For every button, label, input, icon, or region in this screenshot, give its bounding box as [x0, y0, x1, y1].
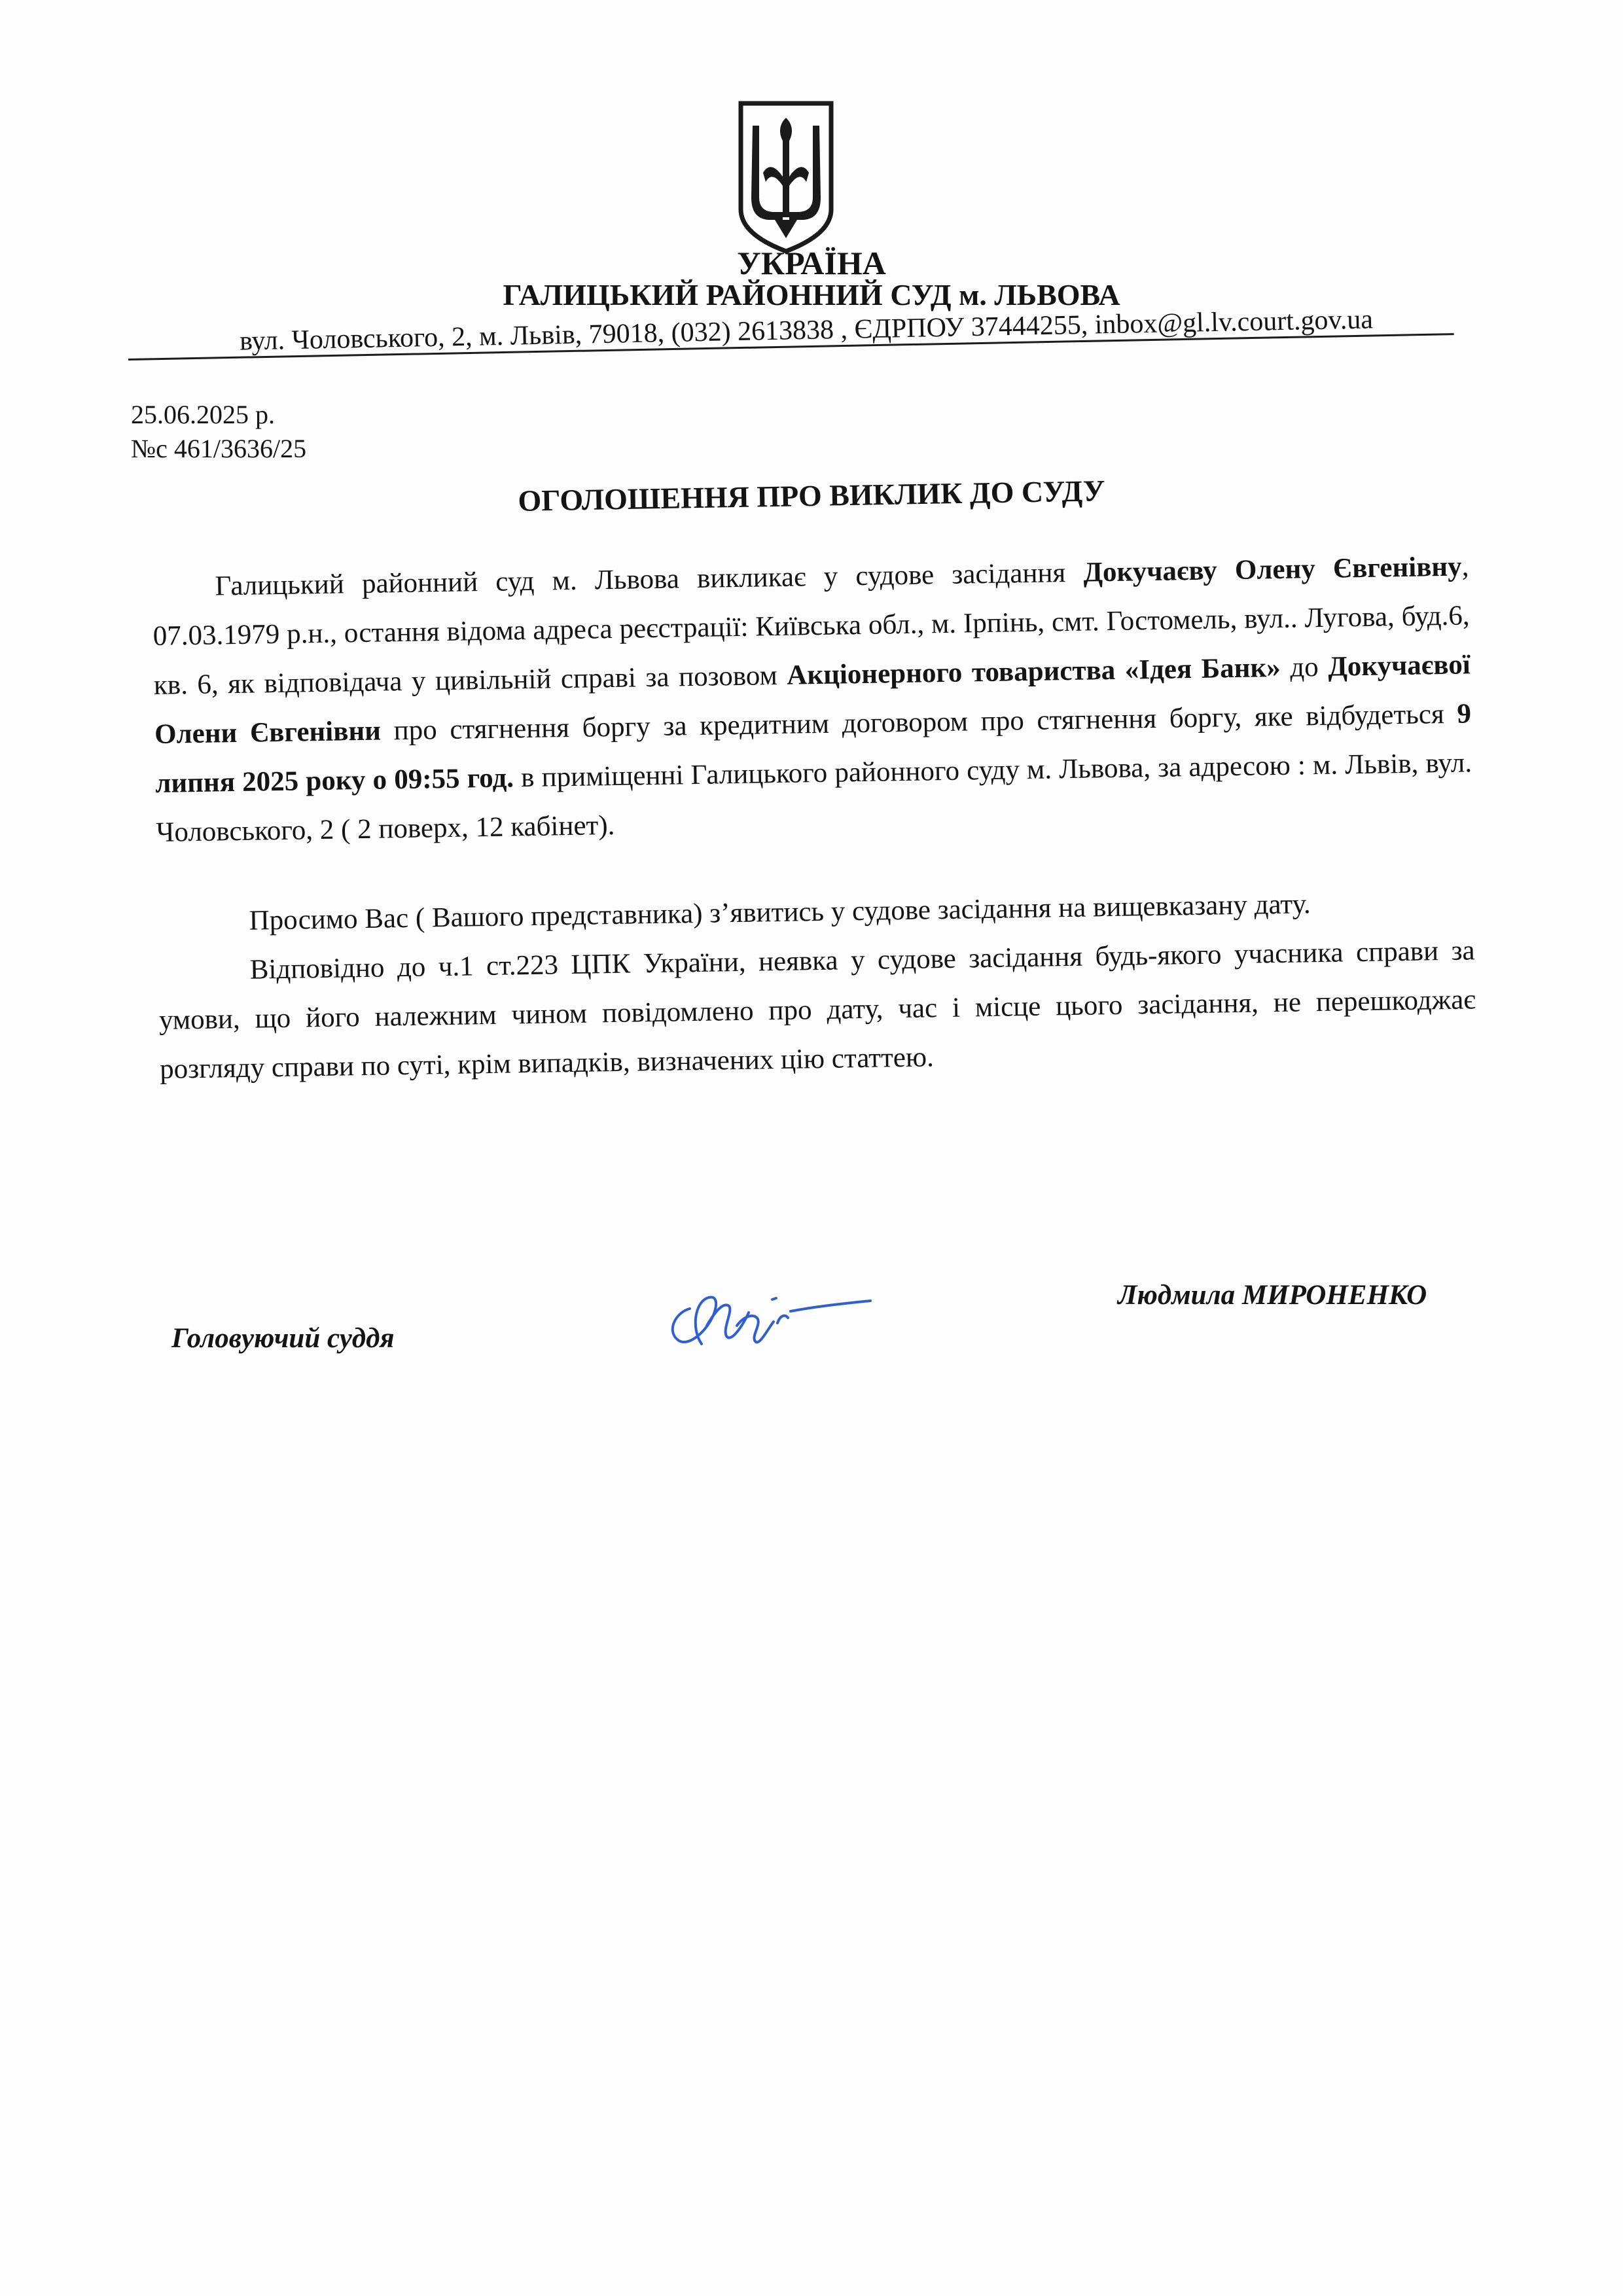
country-heading: УКРАЇНА — [737, 245, 886, 281]
document-date: 25.06.2025 р. — [131, 400, 275, 429]
summons-paragraph: Галицький районний суд м. Львова викликає у судове засідання Докучаєву Олену Євгенівну, 07.03.1979 р.н., остання відома адреса реєстрації: Київська обл., м. Ірпінь, смт. Гостомель, вул.. Лугова, буд.6, кв. 6, як відповідача у цивільній справі за позовом Акціонерного товариства «Ідея Банк» до Докучаєвої Олени Євгенівни про стягнення боргу за кредитним договором про стягнення боргу, яке відбудеться 9 липня 2025 року о 09:55 год. в приміщенні Галицького районного суду м. Львова, за адресою : м. Львів, вул. Чоловського, 2 ( 2 поверх, 12 кабінет). — [152, 551, 1472, 848]
defendant-name: Докучаєву Олену Євгенівну — [1083, 551, 1462, 588]
court-name: ГАЛИЦЬКИЙ РАЙОННИЙ СУД м. ЛЬВОВА — [503, 278, 1120, 311]
document-meta — [131, 398, 306, 466]
legal-notice-paragraph: Відповідно до ч.1 ст.223 ЦПК України, неявка у судове засідання будь-якого учасника справи за умови, що його належним чином повідомлено про дату, час і місце цього засідання, не перешкоджає розгляду справи по суті, крім випадків, визначених цію статтею. — [158, 935, 1476, 1085]
judge-name: Людмила МИРОНЕНКО — [1118, 1280, 1427, 1311]
trident-coat-of-arms-icon — [737, 99, 835, 255]
court-contacts: вул. Чоловського, 2, м. Львів, 79018, (032) 2613838 , ЄДРПОУ 37444255, inbox@gl.lv.court.gov.ua — [239, 304, 1374, 357]
defendant-name-genitive: Докучаєвої Олени Євгенівни — [154, 649, 1471, 750]
plaintiff-name: Акціонерного товариства «Ідея Банк» — [786, 652, 1281, 691]
judge-position: Головуючий суддя — [171, 1323, 395, 1354]
document-title: ОГОЛОШЕННЯ ПРО ВИКЛИК ДО СУДУ — [518, 474, 1105, 518]
hearing-datetime: 9 липня 2025 року о 09:55 год. — [154, 698, 1472, 799]
document-body — [152, 542, 1477, 1094]
handwritten-signature-icon — [661, 1263, 877, 1361]
request-paragraph: Просимо Вас ( Вашого представника) з’явитись у судове засідання на вищевказану дату. — [249, 889, 1311, 936]
case-number: №с 461/3636/25 — [131, 434, 307, 463]
